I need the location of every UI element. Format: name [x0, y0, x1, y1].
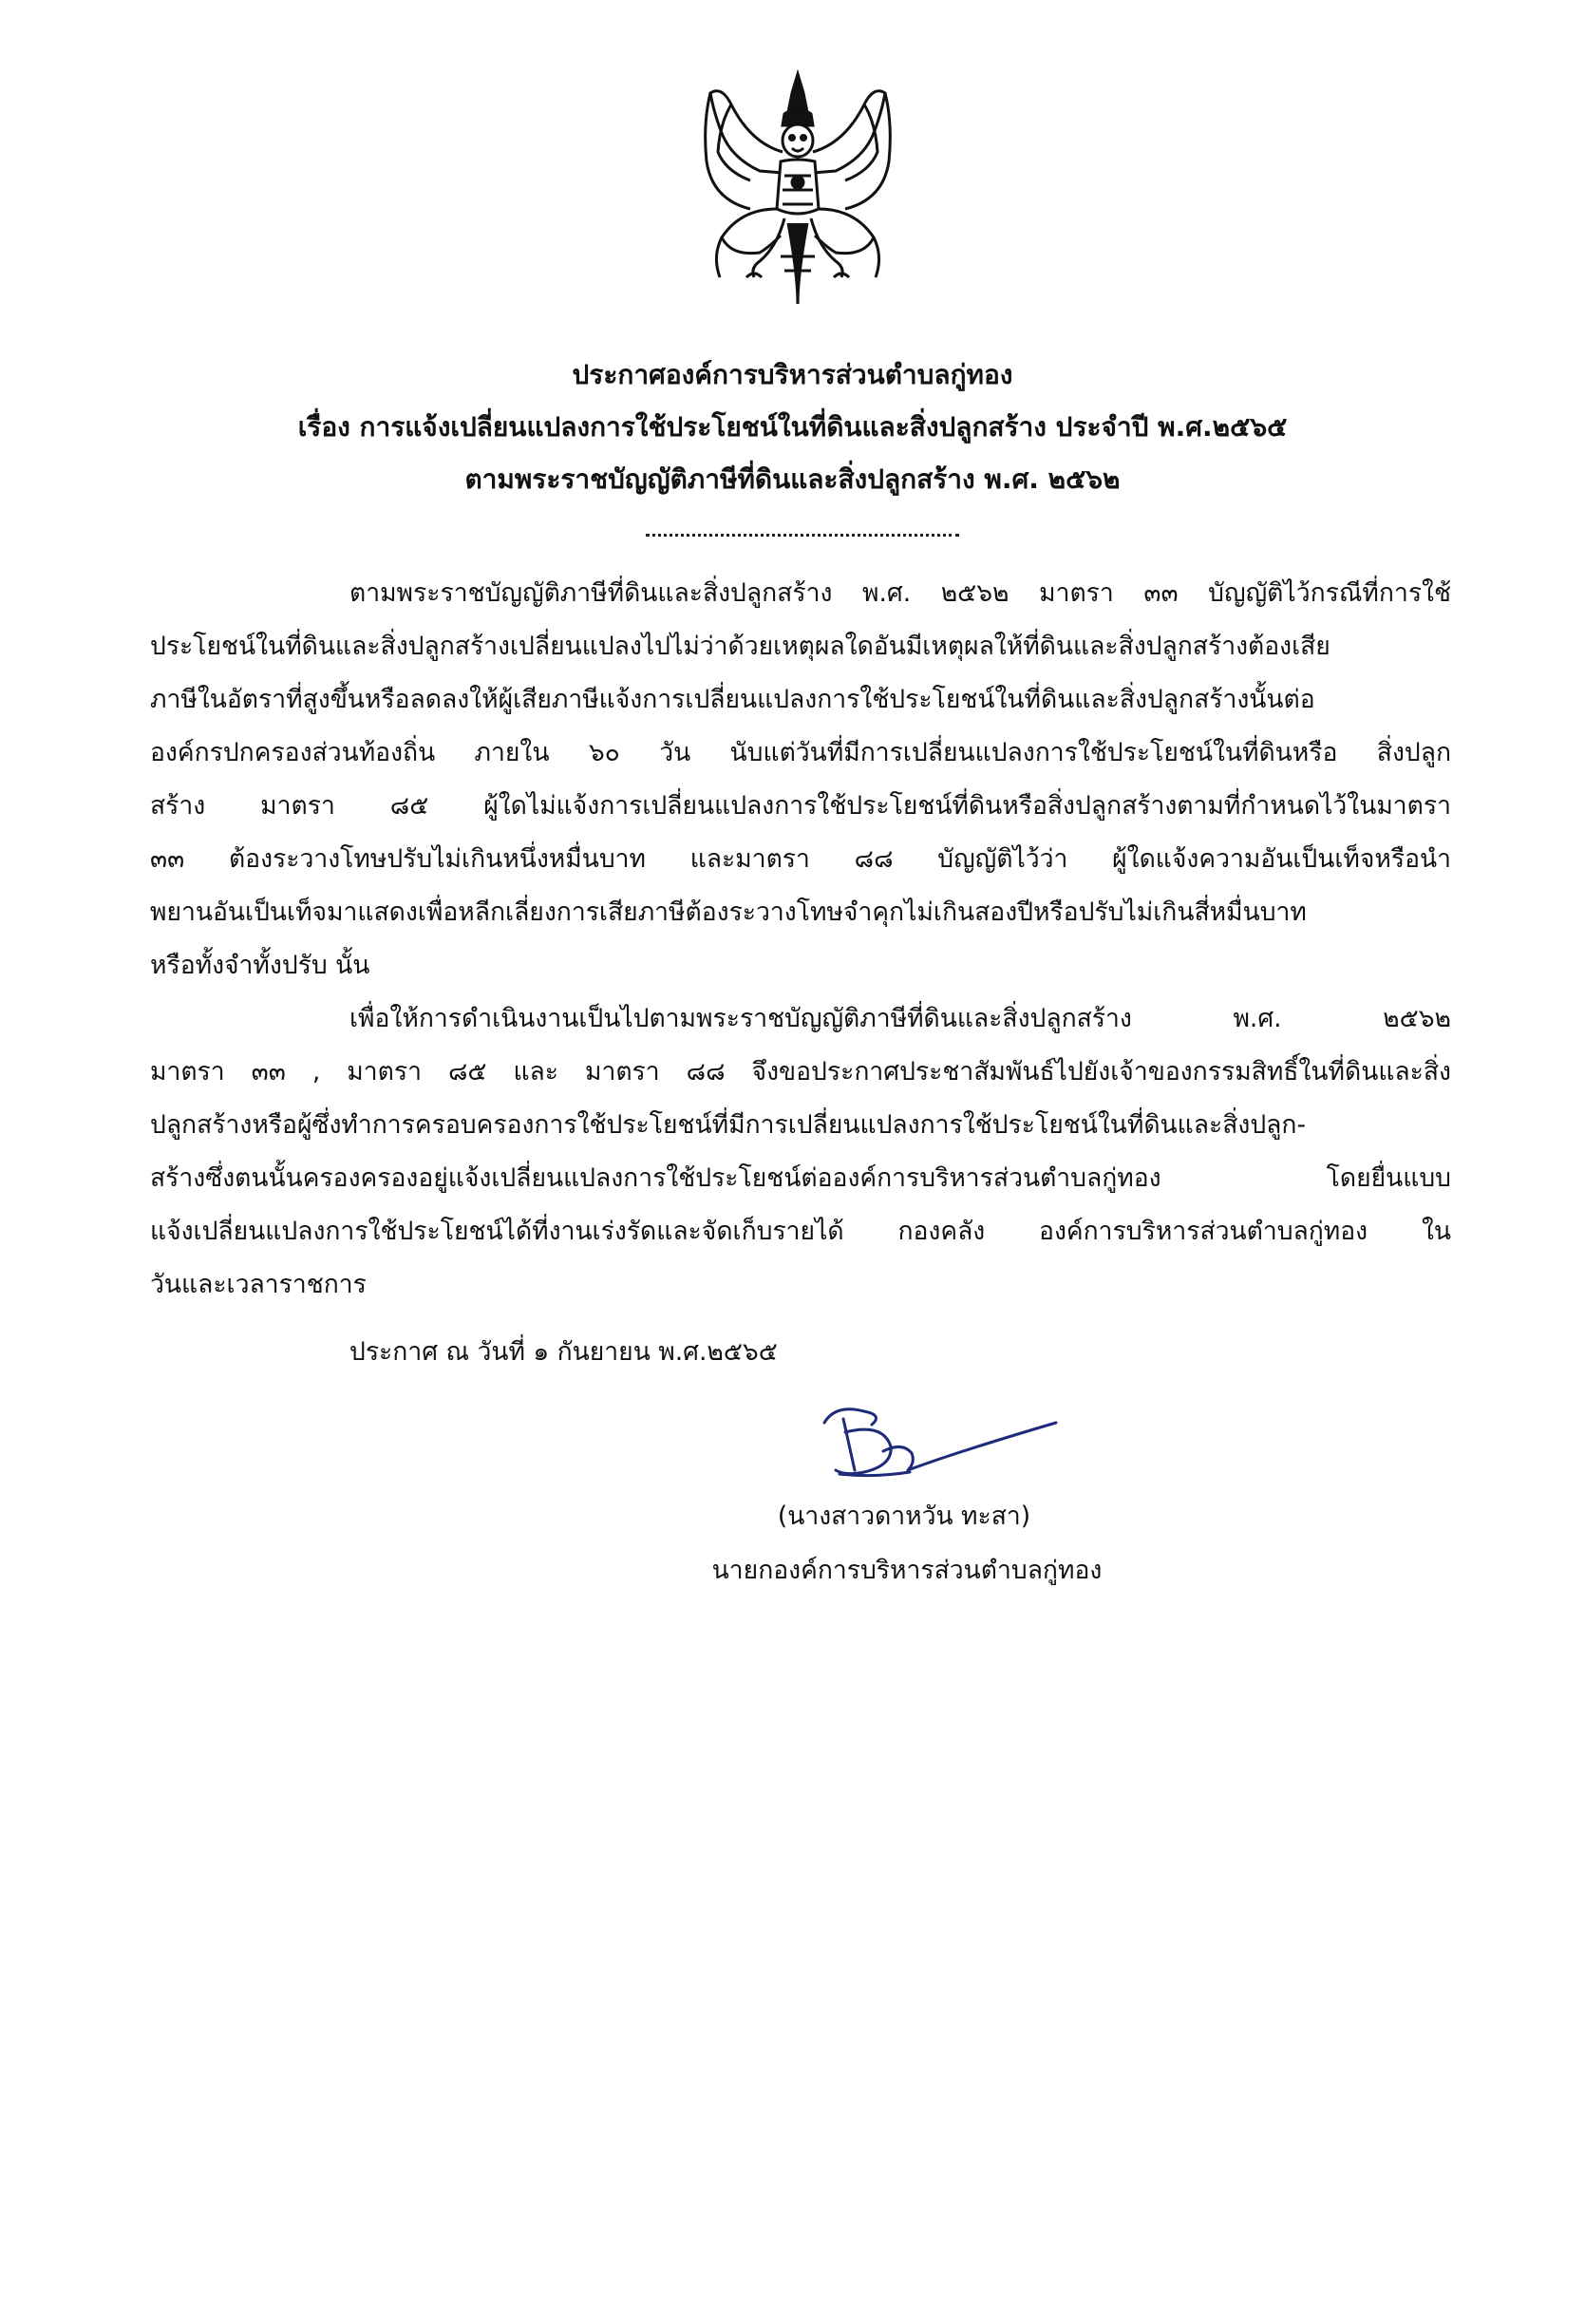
- garuda-emblem-icon: [693, 66, 902, 313]
- signatory-name: (นางสาวดาหวัน ทะสา): [777, 1502, 1031, 1531]
- dotted-divider: [646, 513, 959, 537]
- announcement-title: ประกาศองค์การบริหารส่วนตำบลกู่ทอง: [572, 359, 1013, 390]
- paragraph-line: แจ้งเปลี่ยนแปลงการใช้ประโยชน์ได้ที่งานเร่งรัดและจัดเก็บรายได้ กองคลัง องค์การบริหารส่วนตำบลกู่ทอง ใน: [150, 1217, 1451, 1246]
- paragraph-line: ประโยชน์ในที่ดินและสิ่งปลูกสร้างเปลี่ยนแปลงไปไม่ว่าด้วยเหตุผลใดอันมีเหตุผลให้ที่ดินและสิ่งปลูกสร้างต้องเสีย: [150, 632, 1330, 661]
- signatory-position: นายกองค์การบริหารส่วนตำบลกู่ทอง: [711, 1556, 1103, 1585]
- paragraph-line: ภาษีในอัตราที่สูงขึ้นหรือลดลงให้ผู้เสียภาษีแจ้งการเปลี่ยนแปลงการใช้ประโยชน์ในที่ดินและสิ่งปลูกสร้างนั้นต่อ: [150, 685, 1315, 714]
- paragraph-line: พยานอันเป็นเท็จมาแสดงเพื่อหลีกเลี่ยงการเสียภาษีต้องระวางโทษจำคุกไม่เกินสองปีหรือปรับไม่เกินสี่หมื่นบาท: [150, 897, 1307, 927]
- paragraph-line: สร้างซึ่งตนนั้นครองครองอยู่แจ้งเปลี่ยนแปลงการใช้ประโยชน์ต่อองค์การบริหารส่วนตำบลกู่ทอง โดยยื่นแบบ: [150, 1163, 1451, 1193]
- handwritten-signature: [817, 1394, 1064, 1489]
- paragraph-line: ตามพระราชบัญญัติภาษีที่ดินและสิ่งปลูกสร้าง พ.ศ. ๒๕๖๒ มาตรา ๓๓ บัญญัติไว้กรณีที่การใช้: [349, 578, 1451, 608]
- announcement-subject: เรื่อง การแจ้งเปลี่ยนแปลงการใช้ประโยชน์ในที่ดินและสิ่งปลูกสร้าง ประจำปี พ.ศ.๒๕๖๕: [297, 411, 1288, 443]
- paragraph-line: สร้าง มาตรา ๘๕ ผู้ใดไม่แจ้งการเปลี่ยนแปลงการใช้ประโยชน์ที่ดินหรือสิ่งปลูกสร้างตามที่กำหนดไว้ในมาตรา: [150, 791, 1451, 821]
- paragraph-line: หรือทั้งจำทั้งปรับ นั้น: [150, 951, 370, 980]
- paragraph-line: ปลูกสร้างหรือผู้ซึ่งทำการครอบครองการใช้ประโยชน์ที่มีการเปลี่ยนแปลงการใช้ประโยชน์ในที่ดินและสิ่งปลูก-: [150, 1110, 1307, 1140]
- paragraph-line: ๓๓ ต้องระวางโทษปรับไม่เกินหนึ่งหมื่นบาท และมาตรา ๘๘ บัญญัติไว้ว่า ผู้ใดแจ้งความอันเป็นเท็จหรือนำ: [150, 844, 1451, 874]
- paragraph-line: วันและเวลาราชการ: [150, 1270, 367, 1299]
- announcement-law-reference: ตามพระราชบัญญัติภาษีที่ดินและสิ่งปลูกสร้าง พ.ศ. ๒๕๖๒: [464, 463, 1121, 495]
- announcement-date: ประกาศ ณ วันที่ ๑ กันยายน พ.ศ.๒๕๖๕: [349, 1337, 778, 1367]
- paragraph-line: องค์กรปกครองส่วนท้องถิ่น ภายใน ๖๐ วัน นับแต่วันที่มีการเปลี่ยนแปลงการใช้ประโยชน์ในที่ดินหรือ สิ่งปลูก: [150, 738, 1451, 767]
- paragraph-line: เพื่อให้การดำเนินงานเป็นไปตามพระราชบัญญัติภาษีที่ดินและสิ่งปลูกสร้าง พ.ศ. ๒๕๖๒: [349, 1004, 1451, 1033]
- paragraph-line: มาตรา ๓๓ , มาตรา ๘๕ และ มาตรา ๘๘ จึงขอประกาศประชาสัมพันธ์ไปยังเจ้าของกรรมสิทธิ์ในที่ดินและสิ่ง: [150, 1057, 1451, 1086]
